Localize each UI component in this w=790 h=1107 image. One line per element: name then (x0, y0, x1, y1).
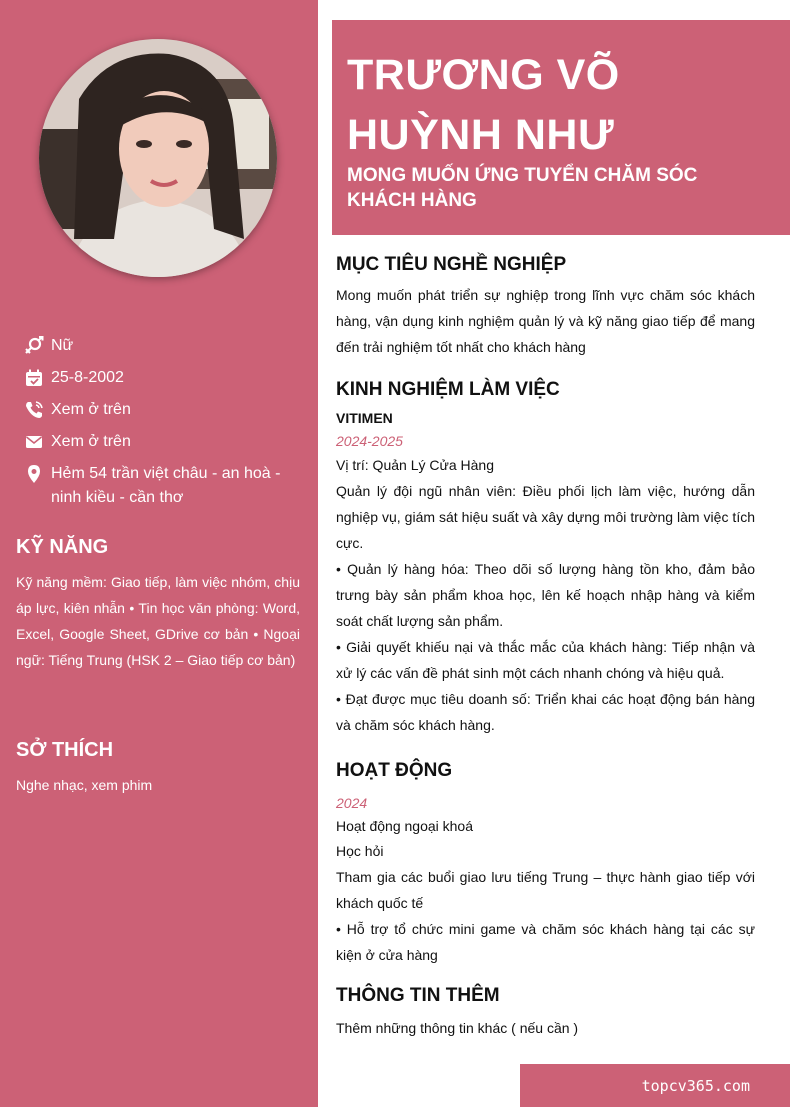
contact-info (24, 334, 304, 518)
header-box (332, 20, 790, 235)
phone-text: Xem ở trên (51, 401, 131, 418)
footer-site: topcv365.com (641, 1077, 750, 1095)
calendar-icon (24, 368, 44, 388)
career-goal-section (336, 254, 755, 360)
map-pin-icon (24, 464, 44, 484)
extra-info-text: Thêm những thông tin khác ( nếu cần ) (336, 1020, 579, 1036)
address-text: Hẻm 54 trần việt châu - an hoà - ninh kiều - cần thơ (51, 465, 281, 506)
footer-banner (520, 1064, 790, 1107)
activities-title: HOẠT ĐỘNG (336, 760, 453, 781)
experience-detail: • Giải quyết khiếu nại và thắc mắc của khách hàng: Tiếp nhận và xử lý các vấn đề phát sinh một cách nhanh chóng và hiệu quả. (336, 639, 755, 681)
career-goal-text: Mong muốn phát triển sự nghiệp trong lĩnh vực chăm sóc khách hàng, vận dụng kinh nghiệm quản lý và kỹ năng giao tiếp để mang đến trải nghiệm tốt nhất cho khách hàng (336, 287, 755, 355)
activities-section (336, 760, 755, 968)
activity-name: Hoạt động ngoại khoá (336, 818, 473, 834)
phone-icon (24, 400, 44, 420)
contact-phone (24, 398, 304, 422)
gender-text: Nữ (51, 337, 74, 354)
experience-section (336, 379, 755, 738)
objective-headline: MONG MUỐN ỨNG TUYỂN CHĂM SÓC KHÁCH HÀNG (347, 165, 698, 211)
skills-section (16, 536, 300, 673)
company-name: VITIMEN (336, 410, 393, 426)
skills-text: Kỹ năng mềm: Giao tiếp, làm việc nhóm, chịu áp lực, kiên nhẫn • Tin học văn phòng: Word, Excel, Google Sheet, GDrive cơ bản • Ngoại ngữ: Tiếng Trung (HSK 2 – Giao tiếp cơ bản) (16, 574, 300, 668)
hobbies-section (16, 739, 300, 798)
experience-detail: Quản lý đội ngũ nhân viên: Điều phối lịch làm việc, hướng dẫn nghiệp vụ, giám sát hiệu suất và xây dựng môi trường làm việc tích cực. (336, 483, 755, 551)
extra-info-title: THÔNG TIN THÊM (336, 985, 500, 1006)
experience-position: Vị trí: Quản Lý Cửa Hàng (336, 457, 494, 473)
experience-title: KINH NGHIỆM LÀM VIỆC (336, 379, 560, 400)
contact-birthday (24, 366, 304, 390)
contact-email (24, 430, 304, 454)
hobbies-title: SỞ THÍCH (16, 739, 114, 761)
career-goal-title: MỤC TIÊU NGHỀ NGHIỆP (336, 254, 567, 275)
experience-period: 2024-2025 (336, 433, 403, 449)
sidebar (0, 0, 318, 1107)
activity-org: Học hỏi (336, 843, 384, 859)
birthday-text: 25-8-2002 (51, 369, 124, 386)
activity-detail: • Hỗ trợ tổ chức mini game và chăm sóc khách hàng tại các sự kiện ở cửa hàng (336, 921, 755, 963)
experience-detail: • Quản lý hàng hóa: Theo dõi số lượng hàng tồn kho, đảm bảo trưng bày sản phẩm khoa học, lên kế hoạch nhập hàng và kiểm soát chất lượng sản phẩm. (336, 561, 755, 629)
skills-title: KỸ NĂNG (16, 536, 109, 558)
experience-detail: • Đạt được mục tiêu doanh số: Triển khai các hoạt động bán hàng và chăm sóc khách hàng. (336, 691, 755, 733)
candidate-name: TRƯƠNG VÕ HUỲNH NHƯ (347, 51, 620, 159)
activity-detail: Tham gia các buổi giao lưu tiếng Trung – thực hành giao tiếp với khách quốc tế (336, 869, 755, 911)
contact-gender (24, 334, 304, 358)
gender-icon (24, 336, 44, 356)
activity-year: 2024 (336, 795, 368, 811)
avatar (39, 39, 277, 277)
envelope-icon (24, 432, 44, 452)
contact-address (24, 462, 304, 510)
hobbies-text: Nghe nhạc, xem phim (16, 777, 153, 793)
profile-photo (39, 39, 277, 277)
extra-info-section (336, 985, 755, 1041)
email-text: Xem ở trên (51, 433, 131, 450)
